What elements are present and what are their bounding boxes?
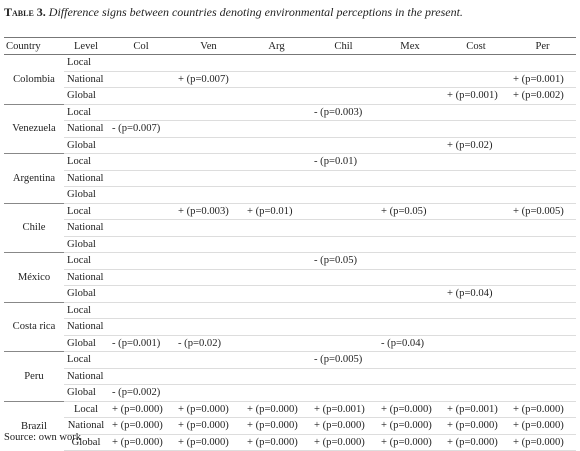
value-cell xyxy=(108,187,174,204)
value-cell xyxy=(174,104,243,121)
value-cell xyxy=(377,368,443,385)
value-cell xyxy=(509,104,576,121)
value-cell xyxy=(243,352,310,369)
value-cell: + (p=0.000) xyxy=(243,434,310,451)
value-cell xyxy=(443,269,509,286)
value-cell xyxy=(377,302,443,319)
value-cell xyxy=(108,104,174,121)
level-cell: Global xyxy=(64,335,108,352)
value-cell: - (p=0.003) xyxy=(310,104,377,121)
value-cell xyxy=(243,154,310,171)
table-row xyxy=(4,104,576,121)
value-cell xyxy=(310,187,377,204)
level-cell: National xyxy=(64,368,108,385)
level-cell: Global xyxy=(64,434,108,451)
value-cell xyxy=(509,269,576,286)
level-cell: Global xyxy=(64,137,108,154)
value-cell: + (p=0.01) xyxy=(243,203,310,220)
value-cell xyxy=(443,319,509,336)
value-cell xyxy=(509,137,576,154)
value-cell xyxy=(377,220,443,237)
value-cell xyxy=(243,236,310,253)
value-cell xyxy=(108,368,174,385)
value-cell xyxy=(174,302,243,319)
level-cell: National xyxy=(64,319,108,336)
value-cell xyxy=(243,253,310,270)
value-cell: - (p=0.01) xyxy=(310,154,377,171)
value-cell xyxy=(174,220,243,237)
value-cell xyxy=(174,368,243,385)
value-cell xyxy=(108,302,174,319)
value-cell xyxy=(108,154,174,171)
value-cell: + (p=0.000) xyxy=(108,401,174,418)
value-cell xyxy=(377,154,443,171)
value-cell xyxy=(174,88,243,105)
level-cell: Local xyxy=(64,302,108,319)
value-cell xyxy=(174,170,243,187)
value-cell: + (p=0.000) xyxy=(310,434,377,451)
value-cell xyxy=(174,352,243,369)
value-cell xyxy=(443,104,509,121)
value-cell xyxy=(108,236,174,253)
value-cell xyxy=(310,385,377,402)
source-note: Source: own work xyxy=(4,432,81,443)
level-cell: National xyxy=(64,220,108,237)
value-cell xyxy=(310,137,377,154)
value-cell xyxy=(243,269,310,286)
value-cell xyxy=(310,236,377,253)
table-row xyxy=(4,269,576,286)
country-cell: Costa rica xyxy=(4,302,64,352)
country-cell: Brazil xyxy=(4,401,64,451)
value-cell xyxy=(377,319,443,336)
level-cell: National xyxy=(64,71,108,88)
value-cell xyxy=(174,137,243,154)
table-row xyxy=(4,137,576,154)
value-cell xyxy=(509,187,576,204)
value-cell xyxy=(509,286,576,303)
value-cell: + (p=0.002) xyxy=(509,88,576,105)
value-cell xyxy=(108,319,174,336)
value-cell xyxy=(243,71,310,88)
value-cell xyxy=(243,121,310,138)
value-cell xyxy=(509,335,576,352)
level-cell: Global xyxy=(64,236,108,253)
country-cell: Venezuela xyxy=(4,104,64,154)
value-cell xyxy=(310,220,377,237)
value-cell xyxy=(443,154,509,171)
value-cell xyxy=(310,319,377,336)
value-cell xyxy=(108,203,174,220)
value-cell: + (p=0.000) xyxy=(377,418,443,435)
header-country: Country xyxy=(4,38,64,55)
table-row xyxy=(4,319,576,336)
value-cell xyxy=(443,385,509,402)
value-cell: - (p=0.002) xyxy=(108,385,174,402)
value-cell: - (p=0.05) xyxy=(310,253,377,270)
value-cell: + (p=0.05) xyxy=(377,203,443,220)
header-per: Per xyxy=(509,38,576,55)
value-cell xyxy=(377,88,443,105)
table-row xyxy=(4,71,576,88)
value-cell xyxy=(174,187,243,204)
level-cell: Global xyxy=(64,88,108,105)
value-cell xyxy=(509,170,576,187)
value-cell xyxy=(310,170,377,187)
level-cell: Local xyxy=(64,203,108,220)
value-cell xyxy=(443,71,509,88)
header-level: Level xyxy=(64,38,108,55)
value-cell xyxy=(108,88,174,105)
value-cell xyxy=(310,121,377,138)
table-caption xyxy=(4,4,463,20)
value-cell xyxy=(108,253,174,270)
value-cell xyxy=(108,71,174,88)
value-cell xyxy=(310,269,377,286)
value-cell: - (p=0.007) xyxy=(108,121,174,138)
value-cell xyxy=(243,104,310,121)
perception-differences-table xyxy=(4,37,576,451)
value-cell xyxy=(377,253,443,270)
value-cell: + (p=0.000) xyxy=(377,401,443,418)
value-cell xyxy=(310,88,377,105)
value-cell xyxy=(243,187,310,204)
value-cell xyxy=(377,121,443,138)
value-cell xyxy=(310,286,377,303)
value-cell xyxy=(509,220,576,237)
value-cell xyxy=(377,385,443,402)
value-cell: + (p=0.003) xyxy=(174,203,243,220)
table-title: Difference signs between countries denoting environmental perceptions in the present. xyxy=(48,5,463,19)
value-cell xyxy=(443,368,509,385)
value-cell xyxy=(443,170,509,187)
value-cell xyxy=(377,352,443,369)
country-cell: Chile xyxy=(4,203,64,253)
value-cell xyxy=(509,236,576,253)
level-cell: National xyxy=(64,121,108,138)
value-cell xyxy=(443,220,509,237)
value-cell: + (p=0.000) xyxy=(243,401,310,418)
value-cell xyxy=(174,236,243,253)
value-cell: + (p=0.000) xyxy=(377,434,443,451)
header-chil: Chil xyxy=(310,38,377,55)
value-cell: + (p=0.000) xyxy=(509,434,576,451)
value-cell: + (p=0.000) xyxy=(443,418,509,435)
value-cell xyxy=(243,335,310,352)
value-cell xyxy=(509,319,576,336)
value-cell xyxy=(377,269,443,286)
value-cell xyxy=(108,137,174,154)
level-cell: Local xyxy=(64,352,108,369)
table-row xyxy=(4,88,576,105)
table-row xyxy=(4,335,576,352)
value-cell xyxy=(377,236,443,253)
value-cell: + (p=0.000) xyxy=(443,434,509,451)
value-cell xyxy=(108,220,174,237)
level-cell: National xyxy=(64,418,108,435)
country-cell: Peru xyxy=(4,352,64,402)
value-cell: + (p=0.007) xyxy=(174,71,243,88)
value-cell xyxy=(243,368,310,385)
value-cell xyxy=(310,368,377,385)
value-cell: + (p=0.001) xyxy=(310,401,377,418)
value-cell xyxy=(443,352,509,369)
value-cell xyxy=(108,55,174,72)
table-row xyxy=(4,236,576,253)
value-cell xyxy=(174,319,243,336)
country-cell: Argentina xyxy=(4,154,64,204)
value-cell: + (p=0.000) xyxy=(174,401,243,418)
value-cell xyxy=(174,154,243,171)
level-cell: Global xyxy=(64,187,108,204)
value-cell xyxy=(174,55,243,72)
header-arg: Arg xyxy=(243,38,310,55)
value-cell xyxy=(377,137,443,154)
value-cell xyxy=(377,170,443,187)
value-cell: + (p=0.02) xyxy=(443,137,509,154)
value-cell xyxy=(243,55,310,72)
table-row xyxy=(4,434,576,451)
table-body xyxy=(4,55,576,451)
value-cell xyxy=(443,203,509,220)
value-cell: + (p=0.04) xyxy=(443,286,509,303)
header-mex: Mex xyxy=(377,38,443,55)
value-cell: + (p=0.005) xyxy=(509,203,576,220)
value-cell xyxy=(377,286,443,303)
value-cell: + (p=0.001) xyxy=(509,71,576,88)
level-cell: Local xyxy=(64,55,108,72)
value-cell: + (p=0.000) xyxy=(174,418,243,435)
value-cell xyxy=(310,203,377,220)
table-row xyxy=(4,352,576,369)
value-cell xyxy=(509,55,576,72)
table-row xyxy=(4,418,576,435)
table-row xyxy=(4,55,576,72)
value-cell xyxy=(443,187,509,204)
value-cell: - (p=0.005) xyxy=(310,352,377,369)
country-cell: Colombia xyxy=(4,55,64,105)
value-cell: + (p=0.000) xyxy=(509,418,576,435)
value-cell xyxy=(377,104,443,121)
value-cell: + (p=0.000) xyxy=(509,401,576,418)
value-cell: - (p=0.02) xyxy=(174,335,243,352)
value-cell: + (p=0.000) xyxy=(174,434,243,451)
country-cell: México xyxy=(4,253,64,303)
value-cell xyxy=(443,253,509,270)
value-cell: + (p=0.001) xyxy=(443,88,509,105)
table-row xyxy=(4,187,576,204)
value-cell: + (p=0.000) xyxy=(108,418,174,435)
level-cell: Global xyxy=(64,385,108,402)
value-cell: - (p=0.001) xyxy=(108,335,174,352)
level-cell: Local xyxy=(64,154,108,171)
table-row xyxy=(4,286,576,303)
table-row xyxy=(4,253,576,270)
value-cell xyxy=(310,302,377,319)
table-header-row xyxy=(4,38,576,55)
value-cell xyxy=(243,302,310,319)
table-label: Table 3. xyxy=(4,5,46,19)
value-cell xyxy=(377,71,443,88)
value-cell xyxy=(243,319,310,336)
value-cell: + (p=0.000) xyxy=(108,434,174,451)
value-cell xyxy=(310,71,377,88)
value-cell xyxy=(443,55,509,72)
value-cell xyxy=(509,253,576,270)
header-ven: Ven xyxy=(174,38,243,55)
table-row xyxy=(4,385,576,402)
table-row xyxy=(4,170,576,187)
value-cell xyxy=(377,55,443,72)
value-cell xyxy=(108,352,174,369)
level-cell: Local xyxy=(64,401,108,418)
value-cell xyxy=(243,88,310,105)
value-cell xyxy=(243,385,310,402)
value-cell xyxy=(174,253,243,270)
value-cell: + (p=0.001) xyxy=(443,401,509,418)
level-cell: Global xyxy=(64,286,108,303)
value-cell xyxy=(509,302,576,319)
level-cell: Local xyxy=(64,104,108,121)
value-cell xyxy=(243,286,310,303)
value-cell xyxy=(443,121,509,138)
table-row xyxy=(4,220,576,237)
table-row xyxy=(4,121,576,138)
value-cell xyxy=(243,220,310,237)
value-cell xyxy=(108,269,174,286)
value-cell xyxy=(377,187,443,204)
value-cell xyxy=(443,302,509,319)
value-cell: - (p=0.04) xyxy=(377,335,443,352)
value-cell: + (p=0.000) xyxy=(310,418,377,435)
value-cell xyxy=(108,170,174,187)
level-cell: Local xyxy=(64,253,108,270)
value-cell xyxy=(509,368,576,385)
value-cell xyxy=(443,236,509,253)
level-cell: National xyxy=(64,269,108,286)
value-cell xyxy=(174,269,243,286)
table-row xyxy=(4,401,576,418)
value-cell: + (p=0.000) xyxy=(243,418,310,435)
level-cell: National xyxy=(64,170,108,187)
value-cell xyxy=(509,385,576,402)
value-cell xyxy=(174,121,243,138)
value-cell xyxy=(108,286,174,303)
value-cell xyxy=(509,154,576,171)
value-cell xyxy=(174,385,243,402)
table-row xyxy=(4,302,576,319)
header-cost: Cost xyxy=(443,38,509,55)
value-cell xyxy=(443,335,509,352)
table-row xyxy=(4,203,576,220)
value-cell xyxy=(509,121,576,138)
table-row xyxy=(4,154,576,171)
value-cell xyxy=(174,286,243,303)
header-col: Col xyxy=(108,38,174,55)
value-cell xyxy=(310,55,377,72)
value-cell xyxy=(509,352,576,369)
value-cell xyxy=(310,335,377,352)
value-cell xyxy=(243,137,310,154)
table-row xyxy=(4,368,576,385)
value-cell xyxy=(243,170,310,187)
